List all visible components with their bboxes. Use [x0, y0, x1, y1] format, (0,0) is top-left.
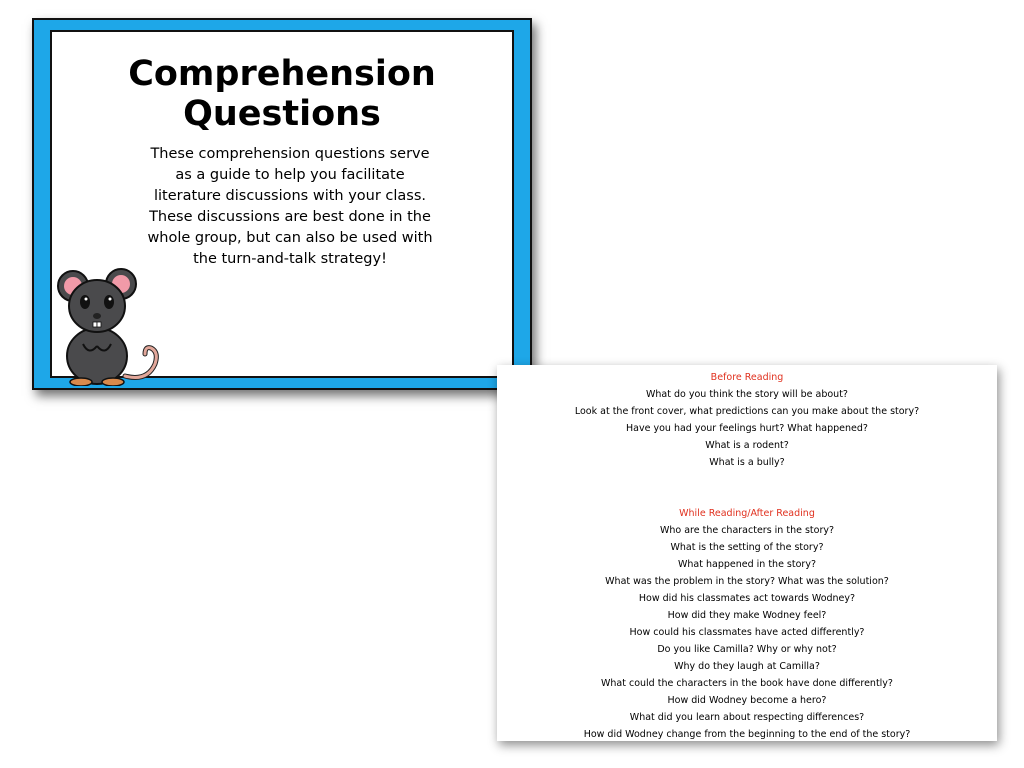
cover-title	[52, 54, 512, 134]
question-item: What is the setting of the story?	[670, 542, 824, 553]
cover-panel	[50, 30, 514, 378]
question-item: How did Wodney become a hero?	[667, 695, 827, 706]
question-item: Why do they laugh at Camilla?	[674, 661, 820, 672]
question-item: What is a rodent?	[705, 440, 789, 451]
question-item: What could the characters in the book have done differently?	[601, 678, 893, 689]
cover-card	[32, 18, 532, 390]
question-item: Who are the characters in the story?	[659, 525, 835, 536]
cover-description: These comprehension questions serve as a guide to help you facilitate literature discussions with your class. These discussions are best done in the whole group, but can also be used with the turn-and-talk strategy!	[147, 146, 433, 267]
question-item: What is a bully?	[709, 457, 785, 468]
question-item: How could his classmates have acted differently?	[629, 627, 865, 638]
question-item: How did they make Wodney feel?	[667, 610, 827, 621]
cover-title-line2: Questions	[183, 94, 381, 134]
questions-card	[497, 365, 997, 741]
question-item: What did you learn about respecting differences?	[629, 712, 865, 723]
question-item: What do you think the story will be about?	[646, 389, 848, 400]
question-item: How did his classmates act towards Wodney?	[638, 593, 856, 604]
question-item: What was the problem in the story? What was the solution?	[605, 576, 889, 587]
cover-title-line1: Comprehension	[128, 54, 436, 94]
question-item: Have you had your feelings hurt? What happened?	[626, 423, 868, 434]
before-reading-heading: Before Reading	[710, 372, 784, 383]
while-after-reading-section	[497, 505, 997, 741]
question-item: Look at the front cover, what predictions can you make about the story?	[574, 406, 920, 417]
question-item: Do you like Camilla? Why or why not?	[657, 644, 837, 655]
gray-mouse-icon	[55, 264, 175, 386]
while-after-reading-heading: While Reading/After Reading	[679, 508, 815, 519]
before-reading-section	[497, 369, 997, 471]
question-item: How did Wodney change from the beginning to the end of the story?	[583, 729, 911, 740]
question-item: What happened in the story?	[678, 559, 816, 570]
